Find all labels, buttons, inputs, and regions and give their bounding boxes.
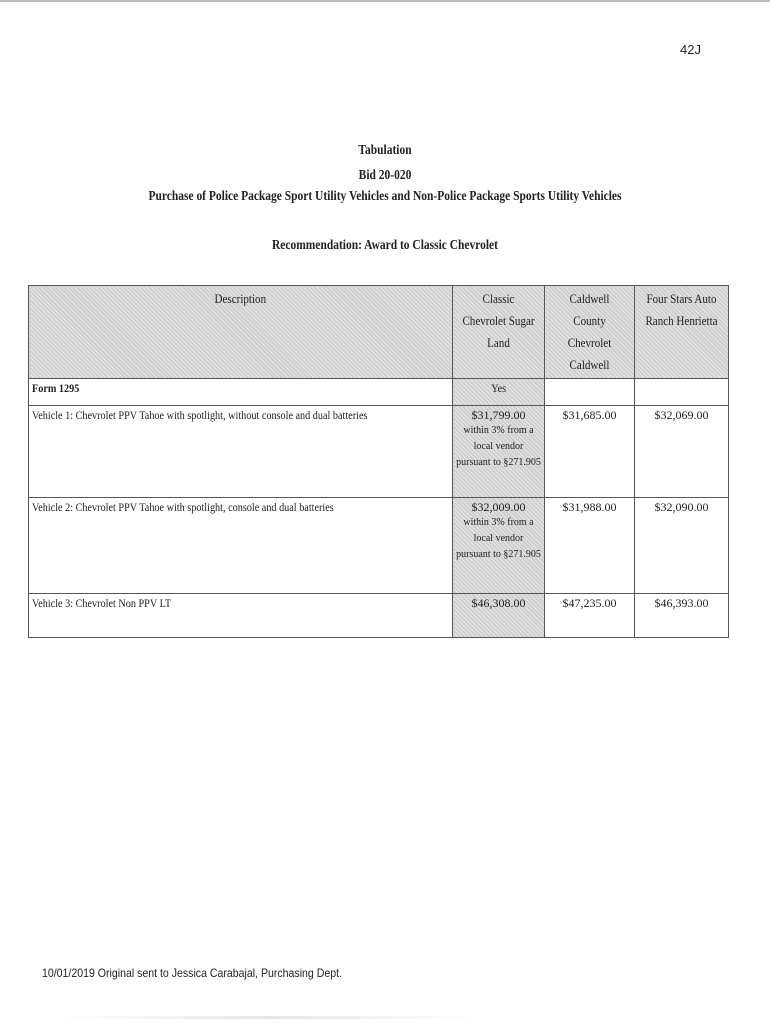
row-fourstars-value: $46,393.00 [635,594,729,638]
recommendation: Recommendation: Award to Classic Chevrolet [272,238,498,253]
bid-number: Bid 20-020 [358,168,412,183]
col-header-caldwell-county: Caldwell County Chevrolet Caldwell [545,286,635,379]
table-row [29,379,729,406]
row-description: Form 1295 [29,379,453,406]
row-caldwell-value: $31,988.00 [545,498,635,594]
row-description: Vehicle 2: Chevrolet PPV Tahoe with spotlight, console and dual batteries [29,498,453,594]
scan-smudge [60,1016,480,1019]
row-caldwell-value: $47,235.00 [545,594,635,638]
col-header-description: Description [29,286,453,379]
table-row [29,594,729,638]
table-row [29,406,729,498]
top-rule [0,0,770,2]
row-description: Vehicle 3: Chevrolet Non PPV LT [29,594,453,638]
row-description: Vehicle 1: Chevrolet PPV Tahoe with spotlight, without console and dual batteries [29,406,453,498]
local-vendor-note: within 3% from a local vendor pursuant to §271.905 [456,517,541,560]
row-fourstars-value: $32,090.00 [635,498,729,594]
table-header-row [29,286,729,379]
row-caldwell-value [545,379,635,406]
footer-note: 10/01/2019 Original sent to Jessica Carabajal, Purchasing Dept. [42,966,342,980]
tabulation-table [28,285,729,638]
table-row [29,498,729,594]
row-fourstars-value: $32,069.00 [635,406,729,498]
row-fourstars-value [635,379,729,406]
row-classic-value: Yes [453,379,545,406]
row-classic-value: $32,009.00 within 3% from a local vendor pursuant to §271.905 [453,498,545,594]
row-classic-value: $46,308.00 [453,594,545,638]
col-header-four-stars: Four Stars Auto Ranch Henrietta [635,286,729,379]
doc-title: Tabulation [358,143,412,158]
page-number: 42J [680,42,701,57]
bid-purpose: Purchase of Police Package Sport Utility Vehicles and Non-Police Package Sports Utility Vehicles [148,189,622,204]
col-header-classic-chevrolet: Classic Chevrolet Sugar Land [453,286,545,379]
local-vendor-note: within 3% from a local vendor pursuant to §271.905 [456,425,541,468]
row-classic-value: $31,799.00 within 3% from a local vendor pursuant to §271.905 [453,406,545,498]
row-caldwell-value: $31,685.00 [545,406,635,498]
